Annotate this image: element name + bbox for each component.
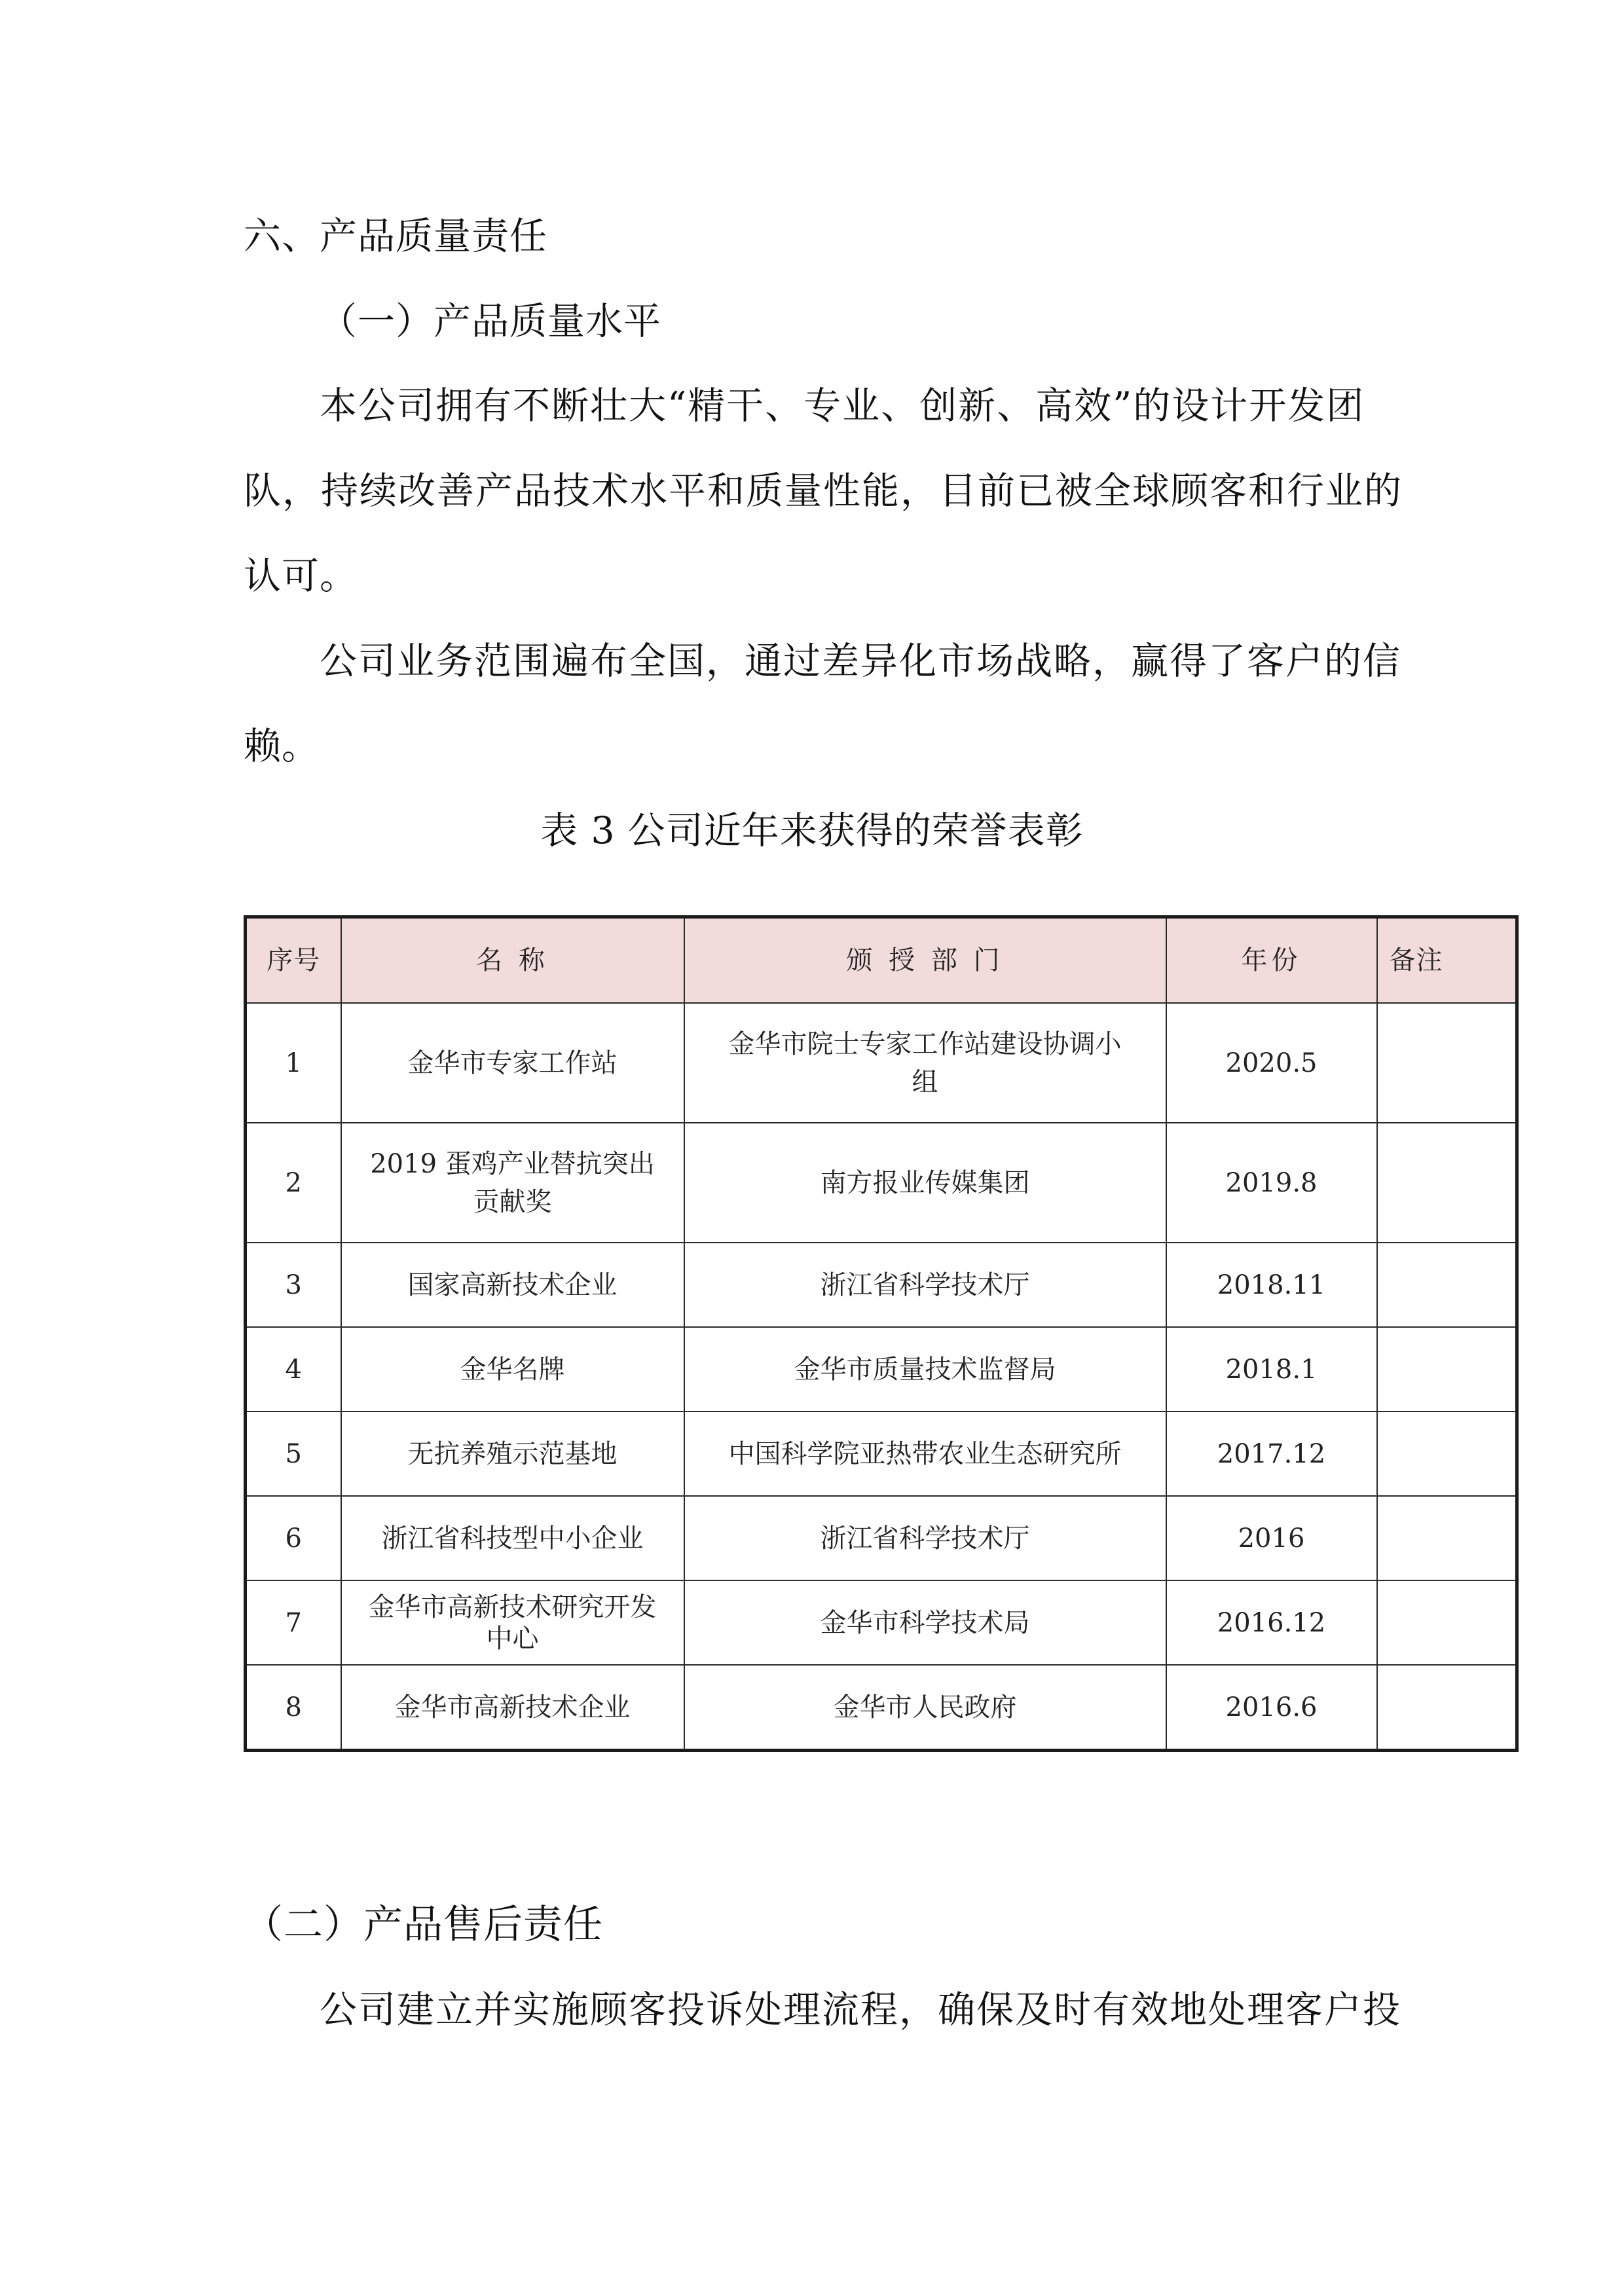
cell-seq: 8 bbox=[246, 1665, 341, 1751]
section-heading: 六、产品质量责任 bbox=[244, 215, 547, 258]
cell-dept-text: 浙江省科学技术厅 bbox=[820, 1523, 1030, 1554]
cell-name-text: 金华市专家工作站 bbox=[407, 1048, 618, 1078]
cell-name bbox=[341, 1665, 684, 1751]
cell-dept bbox=[684, 1580, 1166, 1665]
cell-year: 2017.12 bbox=[1166, 1412, 1377, 1496]
cell-name-text-2: 中心 bbox=[486, 1623, 539, 1654]
cell-dept-text: 金华市科学技术局 bbox=[820, 1607, 1030, 1638]
cell-name-text: 国家高新技术企业 bbox=[407, 1269, 618, 1300]
cell-dept bbox=[684, 1243, 1166, 1327]
cell-note bbox=[1377, 1327, 1517, 1412]
cell-note bbox=[1377, 1243, 1517, 1327]
cell-dept-text: 南方报业传媒集团 bbox=[820, 1167, 1030, 1198]
cell-year: 2016 bbox=[1166, 1496, 1377, 1580]
header-note: 备注 bbox=[1377, 917, 1517, 1004]
table-header-row bbox=[246, 917, 1517, 1004]
cell-note bbox=[1377, 1123, 1517, 1243]
cell-dept-text: 金华市质量技术监督局 bbox=[794, 1354, 1056, 1385]
cell-note bbox=[1377, 1580, 1517, 1665]
cell-year: 2016.12 bbox=[1166, 1580, 1377, 1665]
cell-dept bbox=[684, 1665, 1166, 1751]
cell-name bbox=[341, 1003, 684, 1123]
paragraph-2-line-1: 公司业务范围遍布全国，通过差异化市场战略，赢得了客户的信 bbox=[320, 640, 1401, 683]
cell-seq: 4 bbox=[246, 1327, 341, 1412]
subsection-heading-quality-level: （一）产品质量水平 bbox=[320, 300, 661, 343]
cell-note bbox=[1377, 1496, 1517, 1580]
cell-name bbox=[341, 1496, 684, 1580]
cell-seq: 2 bbox=[246, 1123, 341, 1243]
cell-name-text-1: 2019 蛋鸡产业替抗突出 bbox=[370, 1148, 655, 1179]
table-row bbox=[246, 1003, 1517, 1123]
cell-year: 2019.8 bbox=[1166, 1123, 1377, 1243]
header-year: 年份 bbox=[1166, 917, 1377, 1004]
table-row bbox=[246, 1665, 1517, 1751]
header-seq: 序号 bbox=[246, 917, 341, 1004]
paragraph-1-line-2: 队，持续改善产品技术水平和质量性能，目前已被全球顾客和行业的 bbox=[244, 469, 1403, 513]
cell-dept-text: 浙江省科学技术厅 bbox=[820, 1269, 1030, 1300]
table-row bbox=[246, 1580, 1517, 1665]
subsection-heading-after-sales: （二）产品售后责任 bbox=[244, 1902, 603, 1948]
cell-dept-text-1: 金华市院士专家工作站建设协调小 bbox=[728, 1029, 1122, 1059]
cell-dept-text: 中国科学院亚热带农业生态研究所 bbox=[728, 1438, 1122, 1469]
table-row bbox=[246, 1412, 1517, 1496]
table-row bbox=[246, 1327, 1517, 1412]
header-name: 名 称 bbox=[341, 917, 684, 1004]
header-dept: 颁 授 部 门 bbox=[684, 917, 1166, 1004]
cell-dept-text-2: 组 bbox=[912, 1066, 938, 1097]
cell-dept bbox=[684, 1412, 1166, 1496]
cell-name bbox=[341, 1412, 684, 1496]
cell-dept bbox=[684, 1003, 1166, 1123]
cell-dept bbox=[684, 1123, 1166, 1243]
cell-dept-text: 金华市人民政府 bbox=[833, 1692, 1017, 1722]
cell-year: 2020.5 bbox=[1166, 1003, 1377, 1123]
cell-note bbox=[1377, 1003, 1517, 1123]
paragraph-2-line-2: 赖。 bbox=[244, 725, 320, 768]
cell-name-text-2: 贡献奖 bbox=[473, 1186, 552, 1217]
cell-note bbox=[1377, 1412, 1517, 1496]
cell-name-text-1: 金华市高新技术研究开发 bbox=[368, 1592, 657, 1622]
cell-year: 2018.1 bbox=[1166, 1327, 1377, 1412]
cell-dept bbox=[684, 1496, 1166, 1580]
cell-name-text: 金华市高新技术企业 bbox=[394, 1692, 631, 1722]
cell-seq: 1 bbox=[246, 1003, 341, 1123]
cell-seq: 6 bbox=[246, 1496, 341, 1580]
cell-seq: 5 bbox=[246, 1412, 341, 1496]
paragraph-1-line-3: 认可。 bbox=[244, 555, 358, 598]
cell-name bbox=[341, 1123, 684, 1243]
cell-name-text: 金华名牌 bbox=[460, 1354, 565, 1385]
cell-name bbox=[341, 1580, 684, 1665]
cell-name-text: 无抗养殖示范基地 bbox=[407, 1438, 618, 1469]
cell-seq: 3 bbox=[246, 1243, 341, 1327]
paragraph-1-line-1: 本公司拥有不断壮大“精干、专业、创新、高效”的设计开发团 bbox=[320, 384, 1365, 428]
cell-dept bbox=[684, 1327, 1166, 1412]
cell-note bbox=[1377, 1665, 1517, 1751]
cell-seq: 7 bbox=[246, 1580, 341, 1665]
paragraph-3-line-1: 公司建立并实施顾客投诉处理流程，确保及时有效地处理客户投 bbox=[320, 1988, 1401, 2032]
cell-name bbox=[341, 1243, 684, 1327]
cell-name-text: 浙江省科技型中小企业 bbox=[381, 1523, 644, 1554]
table-row bbox=[246, 1243, 1517, 1327]
table-row bbox=[246, 1123, 1517, 1243]
table-caption: 表 3 公司近年来获得的荣誉表彰 bbox=[540, 809, 1084, 852]
cell-year: 2016.6 bbox=[1166, 1665, 1377, 1751]
table-row bbox=[246, 1496, 1517, 1580]
cell-name bbox=[341, 1327, 684, 1412]
cell-year: 2018.11 bbox=[1166, 1243, 1377, 1327]
honors-table bbox=[244, 915, 1519, 1752]
